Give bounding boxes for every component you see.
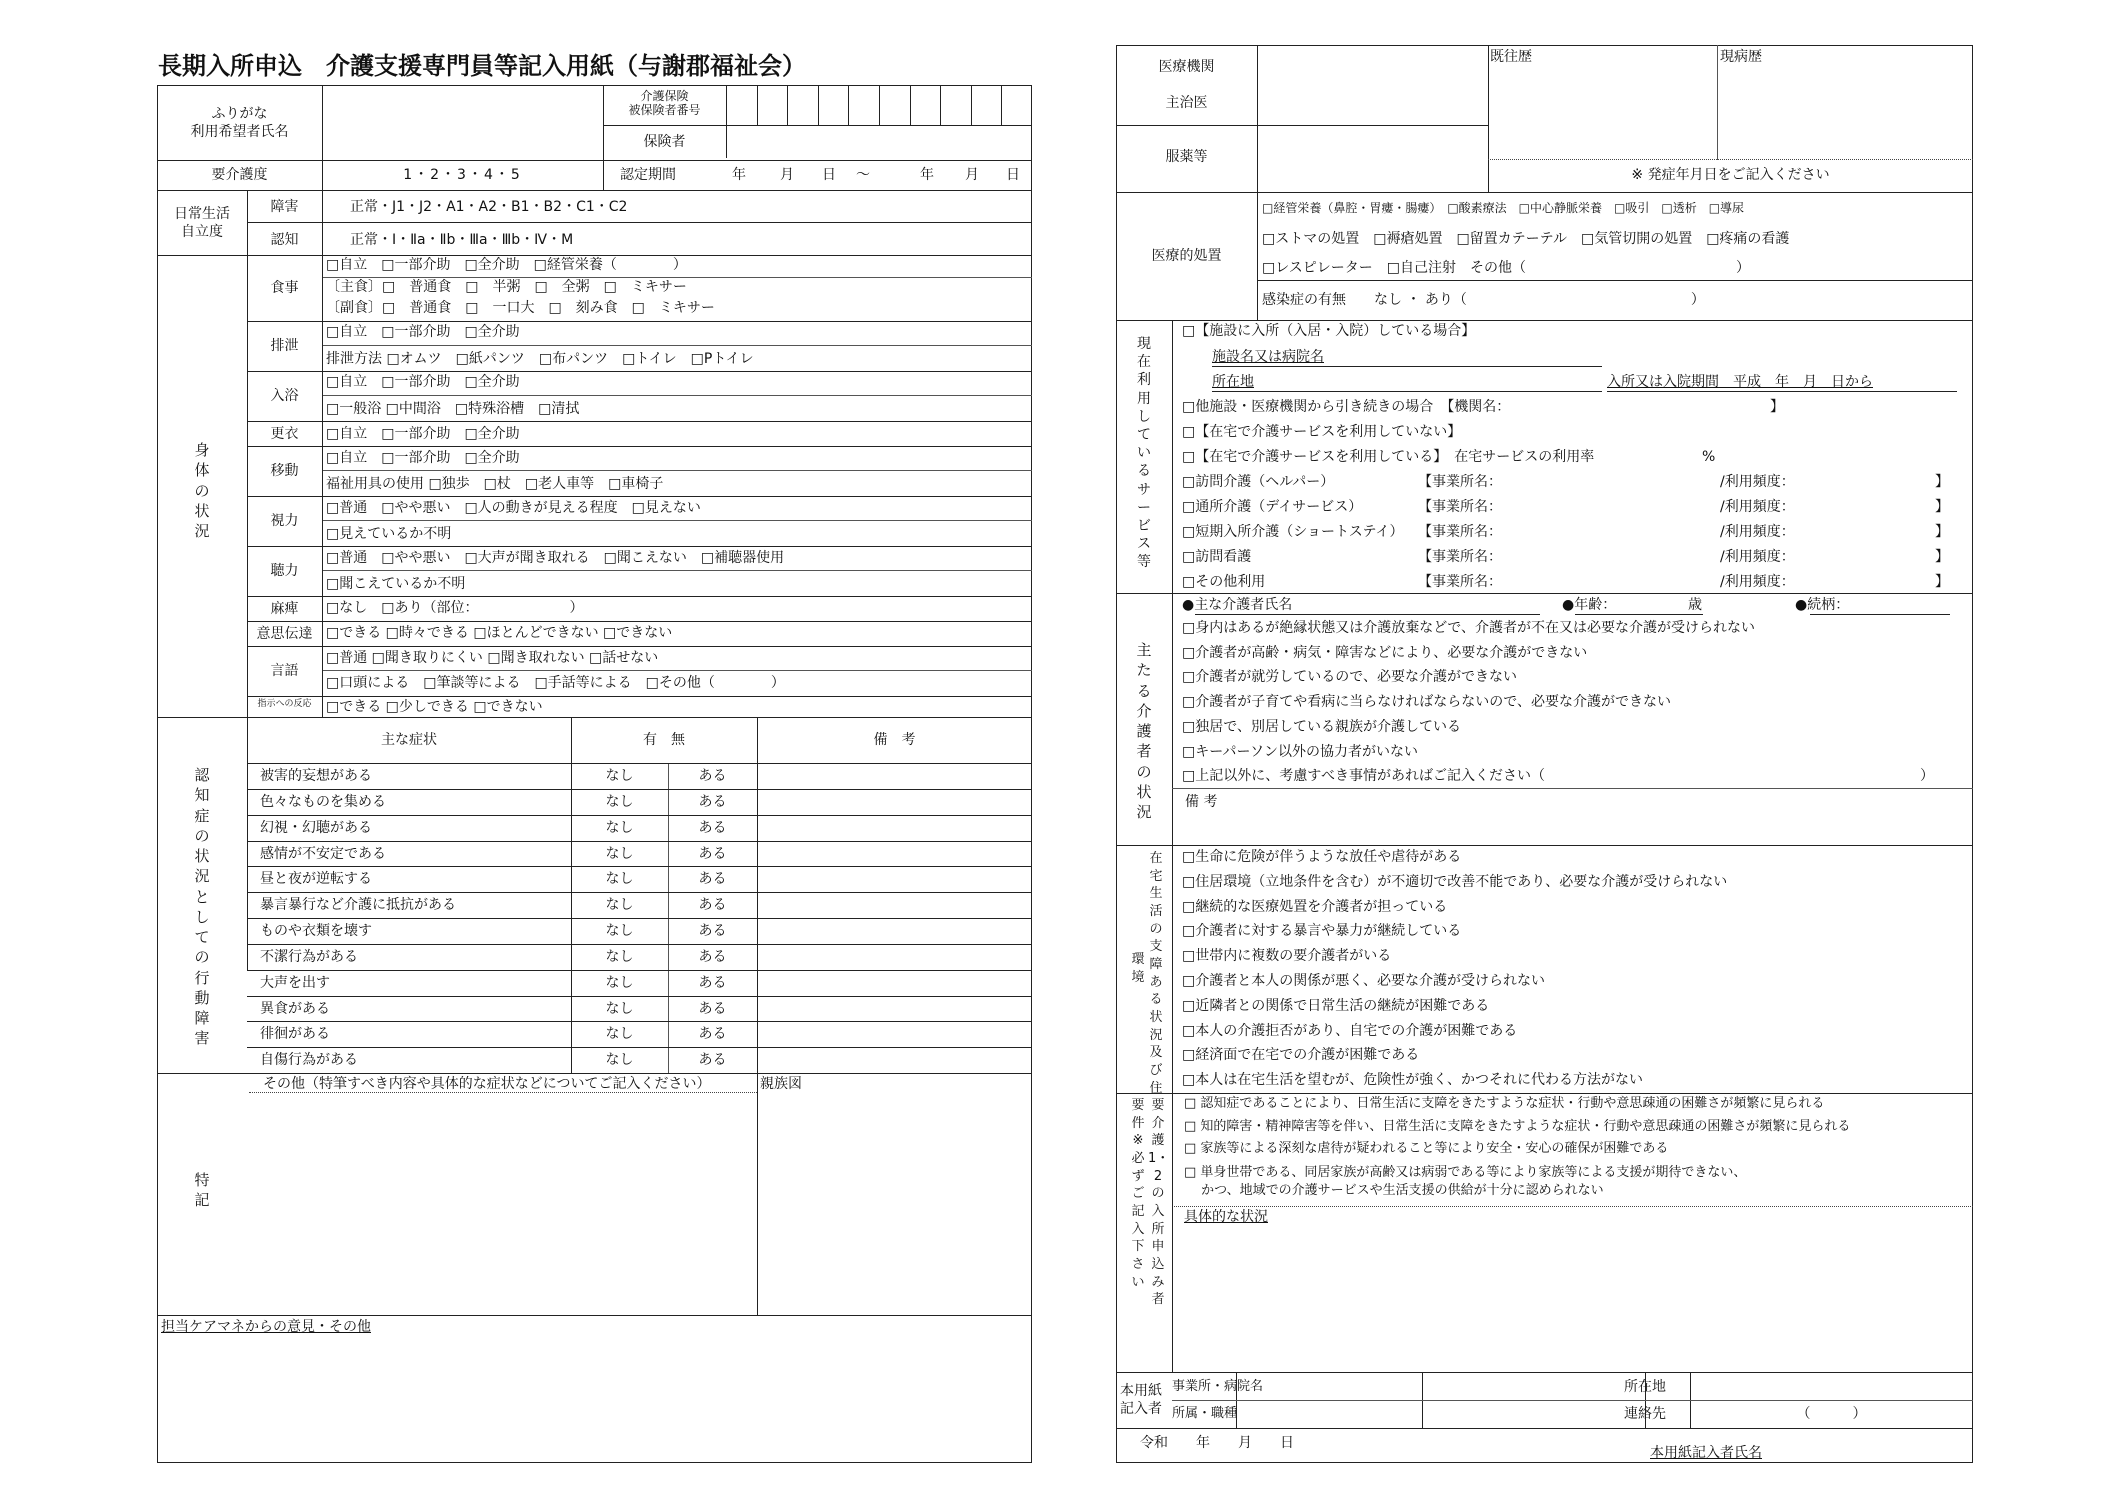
- meal-options[interactable]: 〔主食〕□ 普通食 □ 半粥 □ 全粥 □ ミキサー: [326, 279, 687, 295]
- onset-note: ※ 発症年月日をご記入ください: [1631, 167, 1830, 183]
- caregiver-relation-label: ●続柄：: [1795, 597, 1850, 613]
- caregiver-age-unit: 歳: [1688, 597, 1702, 613]
- remarks-field[interactable]: [759, 1048, 1030, 1072]
- answer-no[interactable]: なし: [605, 871, 634, 888]
- dept-label: 所属・職種: [1172, 1406, 1238, 1421]
- home-option[interactable]: □介護者と本人の関係が悪く、必要な介護が受けられない: [1182, 973, 1545, 989]
- communication-label: 意思伝達: [256, 625, 313, 642]
- infection-line[interactable]: 感染症の有無 なし ・ あり（ ）: [1262, 292, 1705, 308]
- sub-row-divider: [322, 395, 1032, 396]
- sub-row-divider: [322, 570, 1032, 571]
- hearing-label: 聴力: [270, 563, 299, 579]
- remarks-field[interactable]: [759, 867, 1030, 891]
- hearing-options[interactable]: □普通 □やや悪い □大声が聞き取れる □聞こえない □補聴器使用: [326, 550, 785, 566]
- dept-field[interactable]: [1238, 1402, 1420, 1426]
- medication-label: 服薬等: [1165, 149, 1208, 165]
- writer-name-field[interactable]: [1770, 1440, 1960, 1460]
- caregiver-name-line: [1195, 614, 1540, 615]
- row-divider: [247, 321, 1032, 322]
- symptom-label: 被害的妄想がある: [260, 768, 372, 784]
- past-history-label: 既往歴: [1490, 49, 1532, 65]
- answer-no[interactable]: なし: [605, 948, 634, 965]
- medical-institution-field[interactable]: [1259, 47, 1486, 123]
- remarks-field[interactable]: [759, 764, 1030, 788]
- communication-options[interactable]: □できる □時々できる □ほとんどできない □できない: [326, 625, 673, 641]
- office-name-label: 【事業所名：: [1418, 474, 1502, 490]
- location-field[interactable]: [1692, 1374, 1971, 1398]
- remarks-field[interactable]: [759, 842, 1030, 866]
- dementia-header-presence: 有 無: [643, 732, 685, 748]
- remarks-field[interactable]: [759, 919, 1030, 943]
- office-hospital-field[interactable]: [1238, 1374, 1420, 1398]
- not-using-option[interactable]: □【在宅で介護サービスを利用していない】: [1182, 424, 1462, 440]
- cert-period-value[interactable]: ～: [856, 167, 870, 183]
- cert-period-value[interactable]: 日: [1006, 167, 1020, 183]
- caregiver-age-label: ●年齢：: [1562, 597, 1617, 613]
- writer-label-2: 記入者: [1120, 1401, 1162, 1417]
- answer-no[interactable]: なし: [605, 897, 634, 914]
- caregiver-remarks-field[interactable]: [1174, 812, 1971, 842]
- treatment-options-3[interactable]: □レスピレーター □自己注射 その他（ ）: [1262, 260, 1751, 276]
- answer-yes[interactable]: ある: [698, 1000, 727, 1017]
- home-option[interactable]: □本人は在宅生活を望むが、危険性が強く、かつそれに代わる方法がない: [1182, 1072, 1643, 1089]
- sub-row-divider: [322, 470, 1032, 471]
- answer-no[interactable]: なし: [605, 1000, 634, 1017]
- answer-no[interactable]: なし: [605, 793, 634, 810]
- cert-period-label: 認定期間: [620, 167, 676, 183]
- care12-option: かつ、地域での介護サービスや生活支援の供給が十分に認められない: [1184, 1183, 1604, 1198]
- home-option[interactable]: □継続的な医療処置を介護者が担っている: [1182, 898, 1448, 915]
- row-divider: [247, 696, 1032, 697]
- care12-option[interactable]: □ 家族等による深刻な虐待が疑われること等により安全・安心の確保が困難である: [1184, 1141, 1669, 1156]
- meal-options[interactable]: □自立 □一部介助 □全介助 □経管栄養（ ）: [326, 257, 687, 273]
- speech-options[interactable]: □普通 □聞き取りにくい □聞き取れない □話せない: [326, 650, 659, 666]
- answer-no[interactable]: なし: [605, 1026, 634, 1043]
- move-options[interactable]: 福祉用具の使用 □独歩 □杖 □老人車等 □車椅子: [326, 476, 664, 492]
- insurance-number-digit[interactable]: [788, 87, 817, 124]
- home-option[interactable]: □近隣者との関係で日常生活の継続が困難である: [1182, 997, 1490, 1014]
- answer-no[interactable]: なし: [605, 845, 634, 862]
- caregiver-option[interactable]: □上記以外に、考慮すべき事情があればご記入ください（: [1182, 768, 1545, 785]
- caregiver-remarks-label: 備 考: [1185, 794, 1218, 810]
- office-hospital-label: 事業所・病院名: [1172, 1379, 1264, 1394]
- answer-no[interactable]: なし: [605, 923, 634, 939]
- disability-label: 障害: [270, 199, 299, 215]
- answer-no[interactable]: なし: [605, 974, 634, 991]
- date-line[interactable]: 令和 年 月 日: [1140, 1435, 1294, 1451]
- bracket-close: 】: [1935, 499, 1949, 515]
- current-history-field[interactable]: [1719, 68, 1971, 157]
- other-facility-option[interactable]: □他施設・医療機関から引き続きの場合 【機関名：: [1182, 399, 1511, 415]
- paren-close: ）: [1920, 768, 1934, 784]
- service-item[interactable]: □通所介護（デイサービス）: [1182, 499, 1363, 515]
- paralysis-options[interactable]: □なし □あり（部位： ）: [326, 600, 584, 616]
- answer-no[interactable]: なし: [605, 1052, 634, 1069]
- page-title: 長期入所申込 介護支援専門員等記入用紙（与謝郡福祉会）: [158, 52, 806, 80]
- symptom-label: 色々なものを集める: [260, 793, 386, 810]
- caregiver-option[interactable]: □独居で、別居している親族が介護している: [1182, 718, 1461, 735]
- bath-label: 入浴: [270, 388, 299, 404]
- row-divider: [247, 371, 1032, 372]
- office-name-label: 【事業所名：: [1418, 574, 1502, 590]
- symptom-label: 暴言暴行など介護に抵抗がある: [260, 897, 456, 914]
- speech-options[interactable]: □口頭による □筆談等による □手話等による □その他（ ）: [326, 675, 785, 691]
- percent-label: %: [1702, 449, 1716, 465]
- caregiver-relation-line: [1810, 614, 1950, 615]
- vision-label: 視力: [270, 513, 299, 529]
- excretion-options[interactable]: □自立 □一部介助 □全介助: [326, 324, 520, 340]
- frequency-label: /利用頻度：: [1720, 474, 1795, 490]
- doctor-label: 主治医: [1165, 95, 1208, 111]
- cert-period-value[interactable]: 月: [780, 167, 794, 183]
- answer-yes[interactable]: ある: [698, 923, 727, 939]
- meal-options[interactable]: 〔副食〕□ 普通食 □ 一口大 □ 刻み食 □ ミキサー: [326, 300, 715, 316]
- location-label: 所在地: [1624, 1379, 1666, 1395]
- symptom-label: 大声を出す: [260, 974, 330, 991]
- treatment-options-2[interactable]: □ストマの処置 □褥瘡処置 □留置カテーテル □気管切開の処置 □疼痛の看護: [1262, 231, 1790, 247]
- excretion-label: 排泄: [270, 338, 299, 354]
- dress-options[interactable]: □自立 □一部介助 □全介助: [326, 426, 520, 442]
- row-divider: [247, 421, 1032, 422]
- applicant-name-field[interactable]: [324, 87, 601, 158]
- caregiver-option[interactable]: □介護者が子育てや看病に当らなければならないので、必要な介護ができない: [1182, 694, 1671, 711]
- sub-row-divider: [322, 345, 1032, 346]
- daily-life-label: 日常生活: [174, 206, 230, 222]
- row-divider: [247, 621, 1032, 622]
- insurance-number-digit[interactable]: [727, 87, 756, 124]
- caremanager-label: 担当ケアマネからの意見・その他: [161, 1319, 371, 1335]
- insurer-label: 保険者: [643, 134, 686, 150]
- instruction-label: 指示への反応: [257, 698, 312, 709]
- service-item[interactable]: □訪問介護（ヘルパー）: [1182, 474, 1335, 490]
- frequency-label: /利用頻度：: [1720, 549, 1795, 565]
- bracket-close: 】: [1770, 399, 1784, 415]
- care-level-options[interactable]: 1・2・3・4・5: [403, 167, 522, 183]
- bracket-close: 】: [1935, 524, 1949, 540]
- service-item[interactable]: □短期入所介護（ショートステイ）: [1182, 524, 1404, 540]
- answer-yes[interactable]: ある: [698, 897, 727, 914]
- cognition-options[interactable]: 正常・Ⅰ・Ⅱa・Ⅱb・Ⅲa・Ⅲb・Ⅳ・M: [350, 232, 574, 248]
- care-level-label: 要介護度: [211, 167, 268, 183]
- insurance-number-digit[interactable]: [758, 87, 787, 124]
- row-divider: [247, 646, 1032, 647]
- insurance-number-digit[interactable]: [941, 87, 970, 124]
- instruction-options[interactable]: □できる □少しできる □できない: [326, 699, 543, 715]
- move-options[interactable]: □自立 □一部介助 □全介助: [326, 450, 520, 466]
- home-option[interactable]: □経済面で在宅での介護が困難である: [1182, 1047, 1420, 1064]
- daily-life-label-2: 自立度: [181, 224, 223, 240]
- remarks-field[interactable]: [759, 893, 1030, 917]
- past-history-field[interactable]: [1490, 68, 1715, 157]
- period-line: [1607, 391, 1957, 392]
- insurance-number-digit[interactable]: [972, 87, 1001, 124]
- dementia-header-remarks: 備 考: [873, 732, 916, 748]
- answer-yes[interactable]: ある: [698, 793, 727, 810]
- concrete-situation-field[interactable]: [1174, 1228, 1971, 1368]
- remarks-field[interactable]: [759, 945, 1030, 969]
- symptom-label: 不潔行為がある: [260, 948, 358, 965]
- symptom-label: ものや衣類を壊す: [260, 923, 372, 939]
- vision-options[interactable]: □見えているか不明: [326, 526, 452, 542]
- bracket-close: 】: [1935, 549, 1949, 565]
- home-option[interactable]: □本人の介護拒否があり、自宅での介護が困難である: [1182, 1022, 1518, 1039]
- facility-name-line: [1212, 366, 1602, 367]
- speech-label: 言語: [270, 663, 299, 679]
- care12-option[interactable]: □ 知的障害・精神障害等を伴い、日常生活に支障をきたすような症状・行動や意思疎通の困難さが頻繁に見られる: [1184, 1119, 1851, 1134]
- concrete-situation-label: 具体的な状況: [1184, 1209, 1268, 1225]
- home-option[interactable]: □住居環境（立地条件を含む）が不適切で改善不能であり、必要な介護が受けられない: [1182, 873, 1728, 890]
- excretion-options[interactable]: 排泄方法 □オムツ □紙パンツ □布パンツ □トイレ □Pトイレ: [326, 351, 754, 367]
- symptom-label: 自傷行為がある: [260, 1052, 358, 1069]
- current-history-label: 現病歴: [1720, 49, 1762, 65]
- symptom-label: 異食がある: [260, 1000, 330, 1017]
- office-name-label: 【事業所名：: [1418, 549, 1502, 565]
- move-label: 移動: [270, 463, 299, 479]
- home-section-label-col1: 在宅生活の支障ある状況及び住: [1149, 851, 1163, 1096]
- insurance-number-digit[interactable]: [849, 87, 878, 124]
- dementia-section-label: 認知症の状況としての行動障害: [194, 766, 210, 1048]
- care12-option[interactable]: □ 単身世帯である、同居家族が高齢又は病弱である等により家族等による支援が期待できない、: [1184, 1165, 1747, 1180]
- family-tree-label: 親族図: [760, 1076, 802, 1092]
- sub-row-divider: [322, 520, 1032, 521]
- answer-yes[interactable]: ある: [698, 1052, 727, 1069]
- address-line: [1212, 391, 1602, 392]
- care12-label-col1: 要件※必ずご記入下さい: [1131, 1098, 1145, 1290]
- name-label: 利用希望者氏名: [190, 124, 289, 140]
- frequency-label: /利用頻度：: [1720, 524, 1795, 540]
- furigana-label: ふりがな: [211, 106, 268, 122]
- family-tree-field[interactable]: [759, 1095, 1030, 1313]
- answer-no[interactable]: なし: [605, 768, 634, 784]
- cognition-label: 認知: [270, 232, 299, 248]
- symptom-label: 徘徊がある: [260, 1026, 330, 1043]
- medical-institution-label: 医療機関: [1158, 59, 1215, 75]
- row-divider: [247, 496, 1032, 497]
- answer-yes[interactable]: ある: [698, 871, 727, 888]
- cert-period-value[interactable]: 月: [965, 167, 979, 183]
- services-section-label: 現在利用しているサービス等: [1137, 336, 1151, 571]
- bracket-close: 】: [1935, 474, 1949, 490]
- notes-section-label: 特記: [194, 1171, 210, 1210]
- column-divider: [322, 255, 323, 717]
- caregiver-option[interactable]: □介護者が就労しているので、必要な介護ができない: [1182, 669, 1517, 686]
- insurance-number-digit[interactable]: [911, 87, 940, 124]
- insurer-field[interactable]: [728, 127, 1030, 158]
- paralysis-label: 麻痺: [270, 600, 299, 617]
- cert-period-value[interactable]: 年: [920, 167, 934, 183]
- hearing-options[interactable]: □聞こえているか不明: [326, 576, 466, 592]
- symptom-label: 幻視・幻聴がある: [260, 819, 372, 836]
- service-item[interactable]: □訪問看護: [1182, 549, 1252, 565]
- cert-period-value[interactable]: 日: [822, 167, 836, 183]
- home-option[interactable]: □介護者に対する暴言や暴力が継続している: [1182, 923, 1462, 940]
- sub-row-divider: [322, 670, 1032, 671]
- caregiver-age-line: [1575, 614, 1703, 615]
- insurance-number-digit[interactable]: [1002, 87, 1031, 124]
- row-divider: [247, 596, 1032, 597]
- dementia-header-symptom: 主な症状: [381, 732, 437, 748]
- insurance-no-label: 介護保険: [640, 89, 689, 103]
- insurance-number-digit[interactable]: [819, 87, 848, 124]
- answer-yes[interactable]: ある: [698, 768, 727, 784]
- sub-row-divider: [322, 277, 1032, 278]
- remarks-field[interactable]: [759, 1022, 1030, 1046]
- row-divider: [247, 546, 1032, 547]
- writer-name-label: 本用紙記入者氏名: [1650, 1445, 1762, 1461]
- care12-option[interactable]: □ 認知症であることにより、日常生活に支障をきたすような症状・行動や意思疎通の困難さが頻繁に見られる: [1184, 1096, 1825, 1111]
- disability-options[interactable]: 正常・J1・J2・A1・A2・B1・B2・C1・C2: [350, 199, 628, 215]
- symptom-label: 感情が不安定である: [260, 845, 386, 862]
- contact-label: 連絡先: [1624, 1406, 1666, 1422]
- remarks-field[interactable]: [759, 971, 1030, 995]
- answer-yes[interactable]: ある: [698, 819, 727, 836]
- remarks-field[interactable]: [759, 790, 1030, 814]
- period-label: 入所又は入院期間 平成 年 月 日から: [1607, 374, 1873, 390]
- meal-label: 食事: [270, 280, 299, 296]
- answer-yes[interactable]: ある: [698, 1026, 727, 1043]
- service-item[interactable]: □その他利用: [1182, 574, 1266, 590]
- home-option[interactable]: □世帯内に複数の要介護者がいる: [1182, 948, 1392, 965]
- notes-other-label: その他（特筆すべき内容や具体的な症状などについてご記入ください）: [263, 1076, 711, 1092]
- body-section-label: 身体の状況: [194, 441, 210, 540]
- bath-options[interactable]: □自立 □一部介助 □全介助: [326, 374, 520, 390]
- answer-no[interactable]: なし: [605, 819, 634, 836]
- frequency-label: /利用頻度：: [1720, 499, 1795, 515]
- insurance-number-digit[interactable]: [880, 87, 909, 124]
- answer-yes[interactable]: ある: [698, 845, 727, 862]
- notes-other-field[interactable]: [250, 1095, 755, 1313]
- caregiver-option[interactable]: □身内はあるが絶縁状態又は介護放棄などで、介護者が不在又は必要な介護が受けられない: [1182, 620, 1755, 636]
- using-option[interactable]: □【在宅で介護サービスを利用している】 在宅サービスの利用率: [1182, 449, 1595, 465]
- office-name-label: 【事業所名：: [1418, 524, 1502, 540]
- medical-treatment-label: 医療的処置: [1151, 248, 1222, 264]
- frequency-label: /利用頻度：: [1720, 574, 1795, 590]
- home-option[interactable]: □生命に危険が伴うような放任や虐待がある: [1182, 849, 1462, 865]
- care12-label-col2: 要介護1・2の入所申込み者: [1148, 1098, 1170, 1308]
- symptom-label: 昼と夜が逆転する: [260, 871, 372, 888]
- caregiver-section-label: 主たる介護者の状況: [1136, 641, 1152, 821]
- insurance-no-label-2: 被保険者番号: [628, 103, 701, 117]
- caregiver-option[interactable]: □介護者が高齢・病気・障害などにより、必要な介護ができない: [1182, 644, 1588, 661]
- bracket-close: 】: [1935, 574, 1949, 590]
- caregiver-option[interactable]: □キーパーソン以外の協力者がいない: [1182, 743, 1418, 760]
- contact-field[interactable]: （ ）: [1796, 1406, 1867, 1422]
- answer-yes[interactable]: ある: [698, 948, 727, 965]
- office-name-label: 【事業所名：: [1418, 499, 1502, 515]
- caregiver-name-label: ●主な介護者氏名: [1182, 597, 1293, 613]
- facility-name-label: 施設名又は病院名: [1212, 349, 1324, 365]
- remarks-field[interactable]: [759, 816, 1030, 840]
- bath-options[interactable]: □一般浴 □中間浴 □特殊浴槽 □清拭: [326, 401, 580, 417]
- vision-options[interactable]: □普通 □やや悪い □人の動きが見える程度 □見えない: [326, 500, 701, 516]
- writer-label: 本用紙: [1120, 1383, 1162, 1399]
- row-divider: [247, 446, 1032, 447]
- dress-label: 更衣: [270, 425, 299, 442]
- cert-period-value[interactable]: 年: [732, 167, 746, 183]
- address-label: 所在地: [1212, 374, 1254, 390]
- medication-field[interactable]: [1259, 127, 1486, 190]
- treatment-options-1[interactable]: □経管栄養（鼻腔・胃瘻・腸瘻） □酸素療法 □中心静脈栄養 □吸引 □透析 □導尿: [1262, 201, 1745, 215]
- facility-option[interactable]: □【施設に入所（入居・入院）している場合】: [1182, 323, 1476, 339]
- remarks-field[interactable]: [759, 997, 1030, 1021]
- caremanager-opinion-field[interactable]: [160, 1338, 1030, 1460]
- home-section-label-col2: 環境: [1131, 952, 1145, 985]
- answer-yes[interactable]: ある: [698, 974, 727, 991]
